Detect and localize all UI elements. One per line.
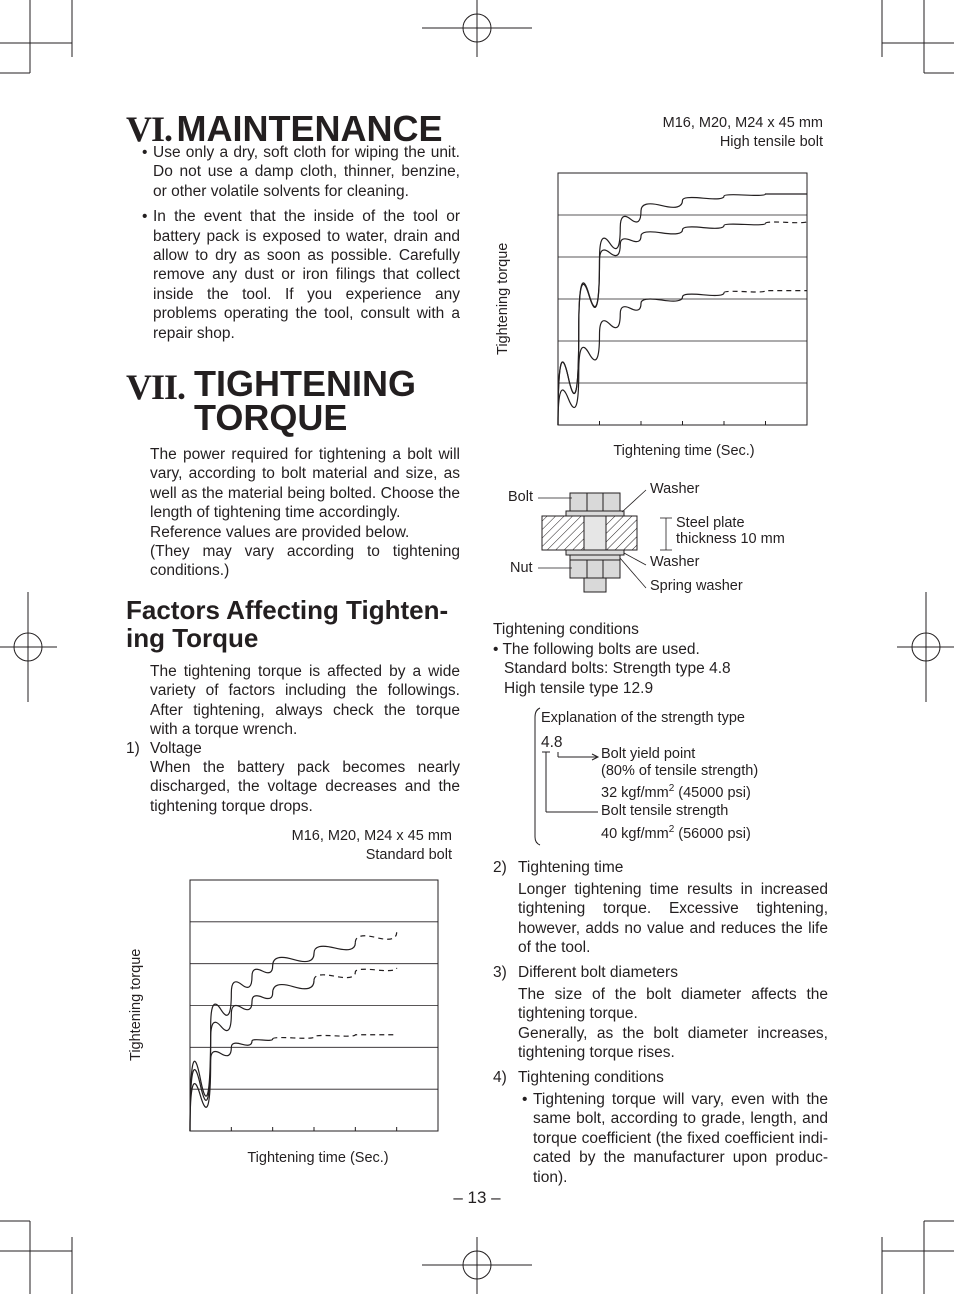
series-line-3 [190, 1039, 273, 1131]
item-number: 3) [493, 964, 507, 981]
conditions-line: High tensile type 12.9 [504, 680, 654, 697]
washer-bottom-label: Washer [650, 554, 700, 570]
item-bullets [522, 1090, 828, 1193]
section-title-line2: TORQUE [194, 397, 348, 438]
conditions-heading: Tightening conditions [493, 621, 639, 638]
item-title: Tightening conditions [518, 1069, 664, 1086]
series-line-1 [190, 943, 355, 1131]
series-line-2-extension [766, 221, 808, 223]
steel-plate-label: Steel plate [676, 515, 745, 531]
bottom-washer [566, 550, 624, 555]
yield-ratio: (80% of tensile strength) [601, 763, 759, 779]
series-line-3 [558, 293, 724, 425]
item-number: 4) [493, 1069, 507, 1086]
series-line-2-extension [314, 968, 397, 981]
chart-ylabel: Tightening torque [128, 948, 144, 1061]
bolt-head [570, 493, 620, 511]
list-item: • Use only a dry, soft cloth for wiping the unit. Do not use a damp cloth, thinner, benzine, or other volatile solvents for cleaning. [142, 143, 460, 201]
item-text: Longer tightening time results in increased tightening torque. Excessive tightening, however, adds no value and reduces the life of the tool. [518, 881, 828, 957]
maintenance-list [142, 143, 460, 349]
spring-washer [570, 555, 620, 560]
section-numeral: VI. [126, 109, 173, 149]
nut [570, 560, 620, 578]
list-item: • Tightening torque will vary, even with the same bolt, according to grade, length, and torque coefficient (the fixed coefficient indi-cated by the manufacturer upon produc-tion). [522, 1090, 828, 1187]
item-title: Voltage [150, 740, 202, 757]
conditions-line: Standard bolts: Strength type 4.8 [504, 660, 731, 677]
bolt-tip [584, 578, 606, 592]
item-number: 2) [493, 859, 507, 876]
spring-washer-label: Spring washer [650, 578, 743, 594]
series-line-3-extension [273, 1035, 397, 1039]
strength-title: Explanation of the strength type [541, 710, 745, 726]
bolt-label: Bolt [508, 489, 533, 505]
paragraph: (They may vary according to tightening conditions.) [150, 543, 460, 580]
item-title: Different bolt diameters [518, 964, 678, 981]
nut-label: Nut [510, 560, 533, 576]
page-number: – 13 – [453, 1188, 501, 1207]
chart-ylabel: Tightening torque [495, 242, 511, 355]
factors-heading: Factors Affecting Tighten-ing Torque [126, 595, 449, 653]
series-line-2 [190, 980, 314, 1131]
conditions-line: • The following bolts are used. [493, 641, 700, 658]
chart-subtitle: High tensile bolt [719, 134, 823, 150]
plate-thickness-label: thickness 10 mm [676, 531, 785, 547]
paragraph: Reference values are provided below. [150, 523, 410, 541]
washer-top-label: Washer [650, 481, 700, 497]
chart-title: M16, M20, M24 x 45 mm [662, 115, 823, 131]
yield-label: Bolt yield point [601, 746, 696, 762]
paragraph: Generally, as the bolt diameter increases, tightening torque rises. [518, 1024, 828, 1062]
paragraph: The size of the bolt diameter affects the tightening torque. [518, 986, 828, 1023]
tensile-value: 40 kgf/$mm^2$ (56000 psi) [601, 824, 751, 842]
paragraph: The power required for tightening a bolt will vary, according to bolt material and size, as well as the material being bolted. Choose the length of tightening time accordingly. [150, 446, 460, 522]
torque-intro [150, 445, 460, 581]
chart-title: M16, M20, M24 x 45 mm [291, 828, 452, 844]
chart-subtitle: Standard bolt [365, 847, 452, 863]
factors-intro: The tightening torque is affected by a wide variety of factors including the followings. After tightening, always check the torque with a torque wrench. [150, 663, 460, 739]
yield-value: 32 kgf/$mm^2$ (45000 psi) [601, 783, 751, 801]
tensile-label: Bolt tensile strength [601, 803, 729, 819]
item-title: Tightening time [518, 859, 624, 876]
item-text [518, 985, 828, 1063]
chart-xlabel: Tightening time (Sec.) [613, 443, 755, 459]
section-numeral: VII. [126, 367, 186, 407]
top-washer [566, 511, 624, 516]
bolt-shank [584, 516, 606, 550]
item-text: When the battery pack becomes nearly discharged, the voltage decreases and the tightening torque drops. [150, 759, 460, 815]
series-line-2 [558, 223, 766, 425]
series-line-1-extension [355, 932, 396, 942]
strength-value: 4.8 [541, 734, 563, 751]
item-number: 1) [126, 740, 140, 757]
section-title-line1: TIGHTENING [194, 363, 416, 404]
chart-xlabel: Tightening time (Sec.) [247, 1150, 389, 1166]
standard-bolt-chart [120, 872, 460, 1172]
list-item: • In the event that the inside of the tool or battery pack is exposed to water, drain and allow to dry as soon as possible. Carefully remove any dust or iron filings that collect inside the tool. If you experience any problems operating the tool, consult with a repair shop. [142, 207, 460, 343]
high-tensile-bolt-chart [540, 165, 820, 435]
section-title: MAINTENANCE [176, 108, 443, 149]
series-line-3-extension [724, 291, 807, 293]
